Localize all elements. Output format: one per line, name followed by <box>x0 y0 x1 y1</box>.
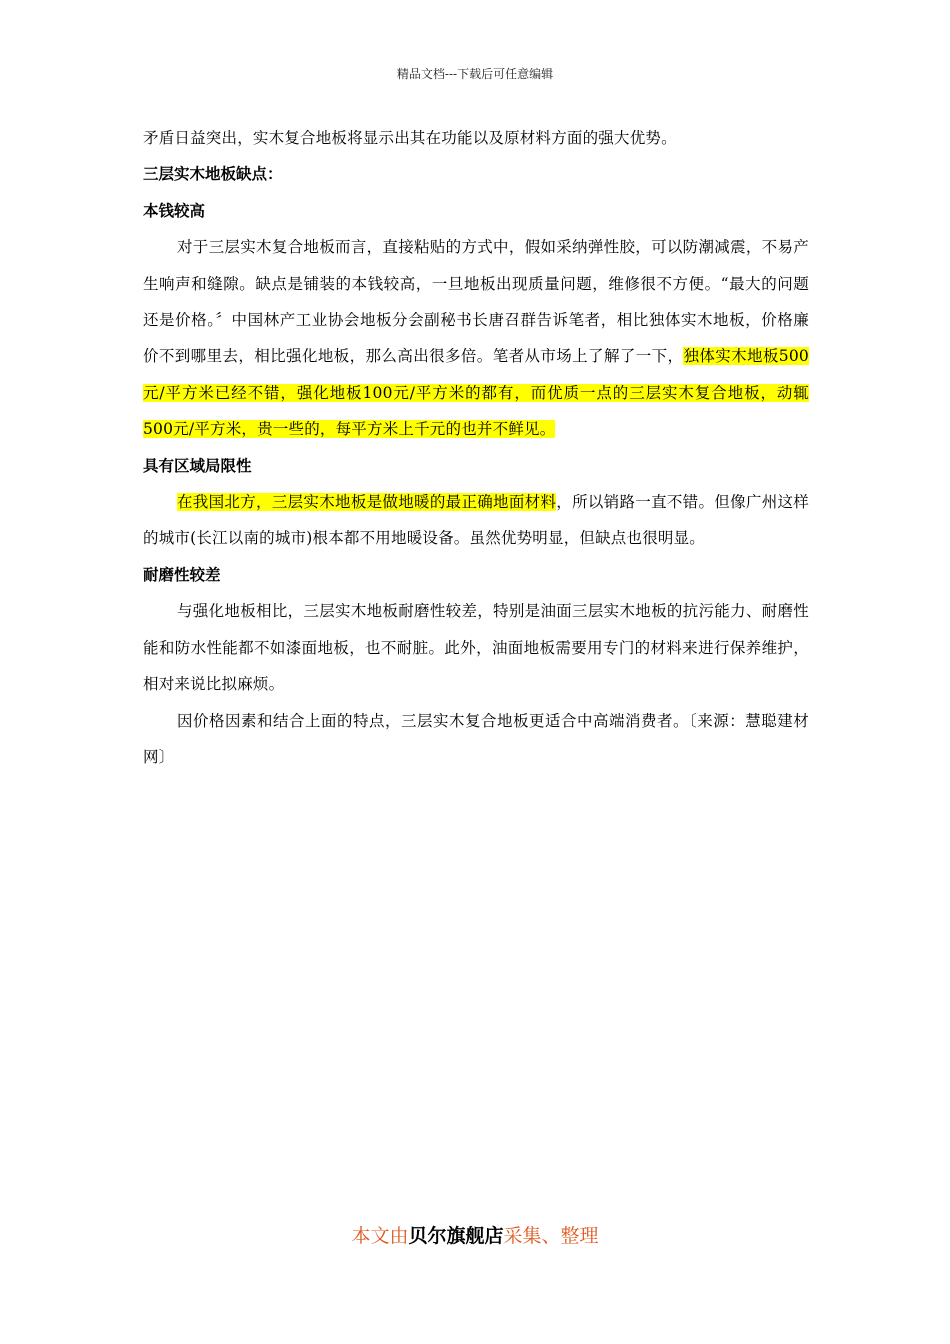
paragraph-intro: 矛盾日益突出，实木复合地板将显示出其在功能以及原材料方面的强大优势。 <box>143 129 677 147</box>
page-footer <box>0 1222 950 1250</box>
footer-prefix: 本文由 <box>351 1225 409 1247</box>
paragraph-conclusion: 因价格因素和结合上面的特点，三层实木复合地板更适合中高端消费者。〔来源：慧聪建材网〕 <box>143 711 809 766</box>
subheading-regional-limitation: 具有区域局限性 <box>143 456 252 475</box>
highlighted-price-text: 独体实木地板500元/平方米已经不错，强化地板100元/平方米的都有，而优质一点的三层实木复合地板，动辄500元/平方米，贵一些的，每平方米上千元的也并不鲜见。 <box>143 347 809 439</box>
footer-brand: 贝尔旗舰店 <box>408 1225 504 1247</box>
subheading-high-cost: 本钱较高 <box>143 201 206 220</box>
highlighted-north-text: 在我国北方，三层实木地板是做地暖的最正确地面材料 <box>177 493 557 512</box>
page-header: 精品文档---下载后可任意编辑 <box>396 67 554 81</box>
paragraph-high-cost <box>143 229 809 447</box>
section-heading-disadvantages: 三层实木地板缺点： <box>143 165 283 184</box>
paragraph-regional-limitation-text: ，所以销路一直不错。但像广州这样的城市(长江以南的城市)根本都不用地暖设备。虽然优势明显，但缺点也很明显。 <box>143 493 809 548</box>
paragraph-wear-resistance: 与强化地板相比，三层实木地板耐磨性较差，特别是油面三层实木地板的抗污能力、耐磨性能和防水性能都不如漆面地板，也不耐脏。此外，油面地板需要用专门的材料来进行保养维护，相对来说比拟麻烦。 <box>143 602 809 694</box>
paragraph-high-cost-text: 对于三层实木复合地板而言，直接粘贴的方式中，假如采纳弹性胶，可以防潮减震，不易产生响声和缝隙。缺点是铺装的本钱较高，一旦地板出现质量问题，维修很不方便。“最大的问题还是价格。〞中国林产工业协会地板分会副秘书长唐召群告诉笔者，相比独体实木地板，价格廉价不到哪里去，相比强化地板，那么高出很多倍。笔者从市场上了解了一下， <box>143 238 809 366</box>
footer-suffix: 采集、整理 <box>503 1225 599 1247</box>
subheading-poor-wear-resistance: 耐磨性较差 <box>143 565 221 584</box>
paragraph-regional-limitation <box>143 484 809 557</box>
document-body <box>143 120 809 775</box>
